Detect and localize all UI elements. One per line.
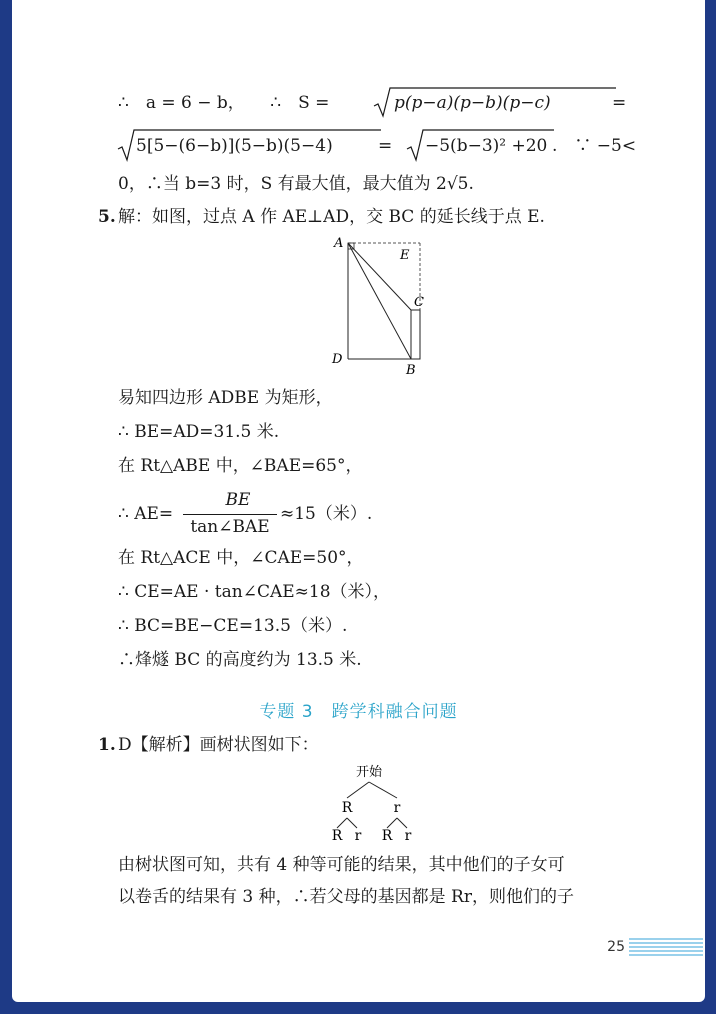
line-1 <box>118 92 329 114</box>
line-2-radicand-2: −5(b−3)² +20 <box>425 136 548 156</box>
page-number-stripes <box>629 938 703 958</box>
line-8-post: ≈15（米）. <box>280 504 373 524</box>
tree-l2-3: r <box>404 828 412 844</box>
line-4: 解：如图，过点 A 作 AE⊥AD，交 BC 的延长线于点 E. <box>118 207 545 227</box>
fraction-numerator: BE <box>225 490 251 510</box>
item-1-number: 1. <box>98 735 116 755</box>
line-11: ∴ BC=BE−CE=13.5（米）. <box>118 616 348 636</box>
line-12: ∴烽燧 BC 的高度约为 13.5 米. <box>118 650 362 670</box>
item-5-number: 5. <box>98 207 116 227</box>
line-6: ∴ BE=AD=31.5 米. <box>118 422 280 442</box>
line-1-end: = <box>612 93 627 113</box>
line-2-radicand: 5[5−(6−b)](5−b)(5−4) <box>136 136 333 156</box>
tree-diagram <box>325 762 435 844</box>
fraction-bar <box>183 514 277 515</box>
page-number: 25 <box>607 939 625 955</box>
page <box>12 0 705 1002</box>
label-e: E <box>400 248 410 263</box>
tree-l1-0: R <box>341 800 353 816</box>
line-14: 由树状图可知，共有 4 种等可能的结果，其中他们的子女可 <box>118 855 565 875</box>
line-5: 易知四边形 ADBE 为矩形， <box>118 388 333 408</box>
line-2-mid: = <box>378 136 393 156</box>
tree-l1-1: r <box>393 800 401 816</box>
label-b: B <box>406 363 416 378</box>
line-2-end: . ∵ −5< <box>552 136 637 156</box>
tree-l2-1: r <box>354 828 362 844</box>
line-10: ∴ CE=AE · tan∠CAE≈18（米）， <box>118 582 391 602</box>
fraction-denominator: tan∠BAE <box>190 517 270 537</box>
line-9: 在 Rt△ACE 中，∠CAE=50°， <box>118 548 364 568</box>
line-1-text: ∴ a = 6 − b， ∴ S = <box>118 93 330 113</box>
line-13: D【解析】画树状图如下： <box>118 735 319 755</box>
line-15: 以卷舌的结果有 3 种，∴若父母的基因都是 Rr，则他们的子 <box>118 887 574 907</box>
line-8-pre: ∴ AE= <box>118 504 174 524</box>
line-3: 0，∴当 b=3 时，S 有最大值，最大值为 2√5. <box>118 174 474 194</box>
label-c: C <box>414 295 424 310</box>
line-1-radicand: p(p−a)(p−b)(p−c) <box>394 93 551 113</box>
tree-root: 开始 <box>355 765 383 780</box>
tree-l2-2: R <box>381 828 393 844</box>
line-7: 在 Rt△ABE 中，∠BAE=65°， <box>118 456 363 476</box>
geometry-figure <box>330 232 440 380</box>
section-heading: 专题 3 跨学科融合问题 <box>259 702 458 722</box>
label-d: D <box>332 352 343 367</box>
label-a: A <box>334 236 344 251</box>
tree-l2-0: R <box>331 828 343 844</box>
